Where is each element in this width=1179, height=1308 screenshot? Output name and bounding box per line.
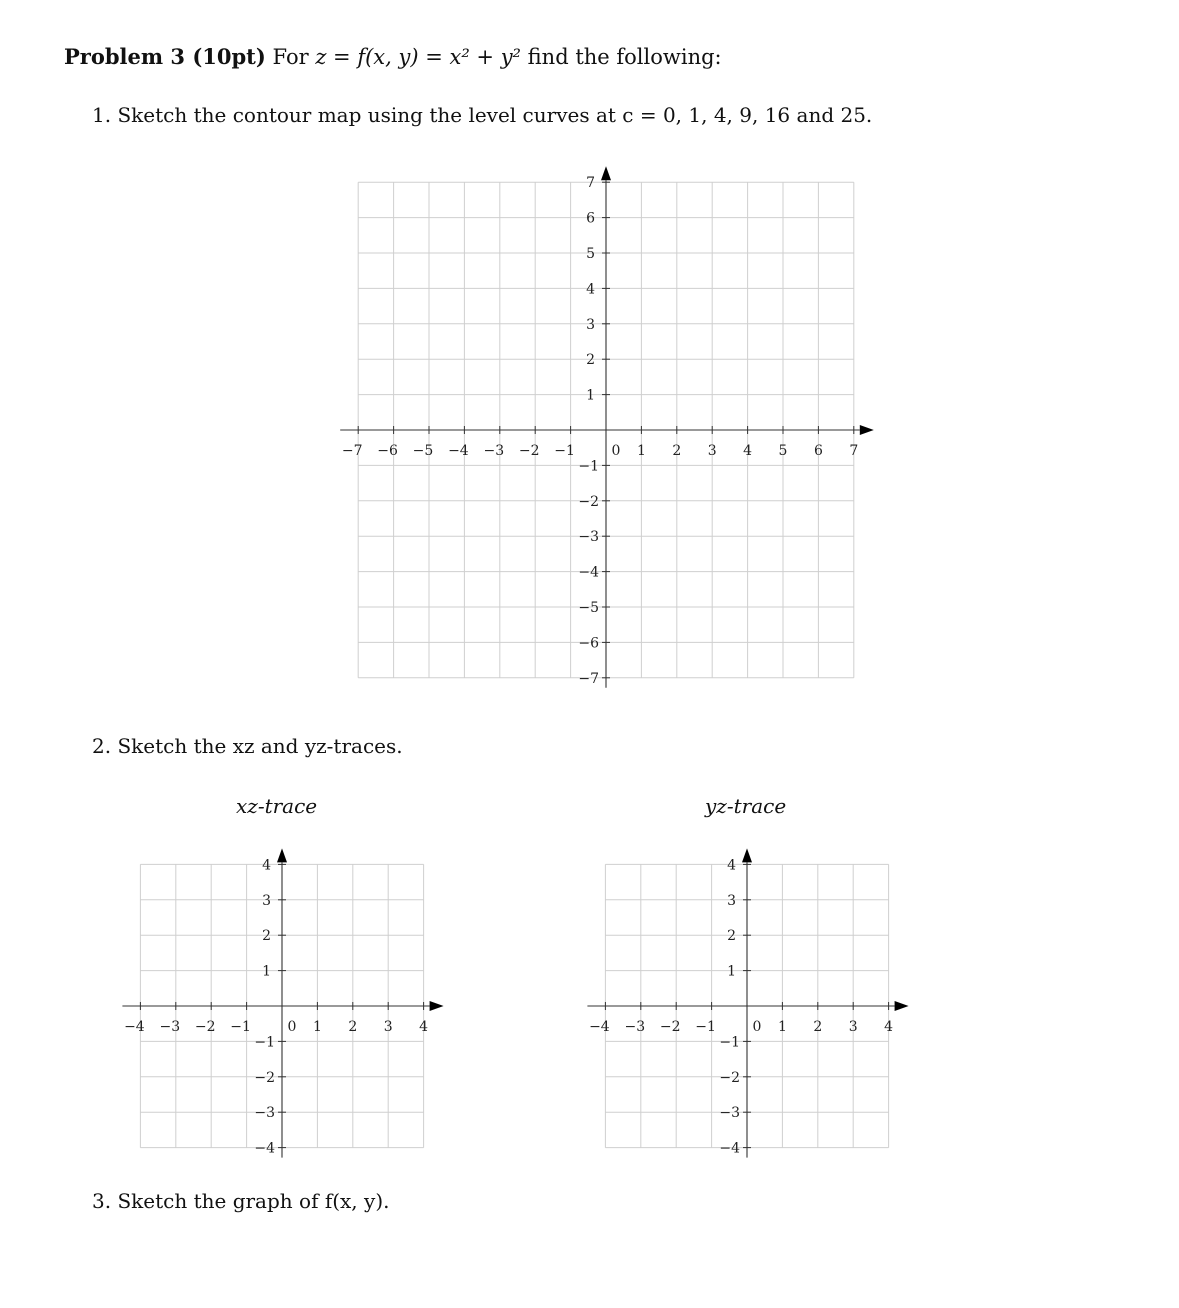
y-tick-label: −4 xyxy=(578,564,599,581)
x-tick-label: −2 xyxy=(194,1019,216,1035)
y-tick-label: 2 xyxy=(262,928,271,945)
x-tick-label: 4 xyxy=(884,1019,894,1035)
x-tick-label: −2 xyxy=(659,1019,681,1035)
x-tick-label: 1 xyxy=(312,1019,322,1035)
x-tick-label: −4 xyxy=(448,443,469,459)
x-tick-label: 5 xyxy=(778,443,788,459)
item-number: 2. xyxy=(92,734,112,758)
y-tick-label: 3 xyxy=(262,892,271,909)
item-text: Sketch the xz and yz-traces. xyxy=(117,734,403,758)
x-tick-label: −4 xyxy=(124,1019,145,1035)
y-tick-label: 3 xyxy=(586,316,595,333)
x-tick-label: 2 xyxy=(348,1019,358,1035)
y-tick-label: −4 xyxy=(719,1140,740,1157)
y-tick-label: −3 xyxy=(254,1105,275,1122)
y-tick-label: −1 xyxy=(719,1034,740,1051)
item-graph xyxy=(92,1189,389,1213)
y-tick-label: 6 xyxy=(586,210,595,227)
y-tick-label: 1 xyxy=(727,963,736,980)
x-tick-label: −7 xyxy=(341,443,363,459)
y-tick-label: −3 xyxy=(578,529,599,546)
x-tick-label: 1 xyxy=(777,1019,787,1035)
x-tick-label: −2 xyxy=(518,443,540,459)
x-tick-label: −4 xyxy=(589,1019,610,1035)
item-number: 1. xyxy=(92,103,112,127)
y-tick-label: −7 xyxy=(578,670,599,687)
x-tick-label: 6 xyxy=(813,443,823,459)
y-tick-label: 2 xyxy=(586,352,595,369)
problem-label: Problem 3 (10pt) xyxy=(64,44,266,69)
item-number: 3. xyxy=(92,1189,112,1213)
x-tick-label: −6 xyxy=(377,443,398,459)
y-tick-label: −1 xyxy=(254,1034,275,1051)
x-tick-label: −1 xyxy=(554,443,575,459)
intro-suffix: find the following: xyxy=(527,45,722,69)
x-tick-label: −3 xyxy=(624,1019,646,1035)
y-tick-label: −2 xyxy=(578,493,599,510)
x-tick-label: 0 xyxy=(752,1019,762,1035)
x-tick-label: 4 xyxy=(419,1019,429,1035)
y-tick-label: 5 xyxy=(586,246,595,262)
x-tick-label: −1 xyxy=(695,1019,716,1035)
y-tick-label: −1 xyxy=(578,458,599,475)
x-tick-label: 7 xyxy=(849,443,859,459)
item-text: Sketch the graph of f(x, y). xyxy=(117,1189,390,1213)
item-text: Sketch the contour map using the level curves at c = 0, 1, 4, 9, 16 and 25. xyxy=(117,103,873,127)
y-tick-label: 3 xyxy=(727,892,736,909)
x-tick-label: 0 xyxy=(287,1019,297,1035)
y-tick-label: −6 xyxy=(578,635,599,652)
x-tick-label: 0 xyxy=(611,443,621,459)
x-tick-label: 1 xyxy=(636,443,646,459)
yz-trace-title: yz-trace xyxy=(705,794,787,818)
y-tick-label: 7 xyxy=(586,175,595,192)
y-tick-label: −4 xyxy=(254,1140,275,1157)
x-tick-label: −5 xyxy=(412,443,434,459)
y-axis-arrow xyxy=(742,848,752,862)
y-tick-label: 1 xyxy=(262,963,271,980)
y-tick-label: 4 xyxy=(262,857,271,874)
x-axis-arrow xyxy=(895,1001,909,1011)
intro-prefix: For xyxy=(272,45,309,69)
y-tick-label: −3 xyxy=(719,1105,740,1122)
x-tick-label: −3 xyxy=(159,1019,181,1035)
y-tick-label: 4 xyxy=(586,281,595,298)
x-tick-label: 2 xyxy=(813,1019,823,1035)
y-tick-label: −2 xyxy=(254,1069,275,1086)
x-tick-label: −3 xyxy=(483,443,505,459)
x-tick-label: 3 xyxy=(383,1019,393,1035)
y-tick-label: 1 xyxy=(586,387,595,404)
xz-trace-title: xz-trace xyxy=(236,794,318,818)
y-tick-label: 4 xyxy=(727,857,736,874)
x-tick-label: 2 xyxy=(672,443,682,459)
y-tick-label: −2 xyxy=(719,1069,740,1086)
x-tick-label: 3 xyxy=(707,443,717,459)
x-tick-label: −1 xyxy=(230,1019,251,1035)
x-tick-label: 3 xyxy=(848,1019,858,1035)
y-tick-label: −5 xyxy=(578,600,599,616)
y-tick-label: 2 xyxy=(727,928,736,945)
x-tick-label: 4 xyxy=(743,443,753,459)
function-definition: z = f(x, y) = x² + y² xyxy=(315,45,521,69)
